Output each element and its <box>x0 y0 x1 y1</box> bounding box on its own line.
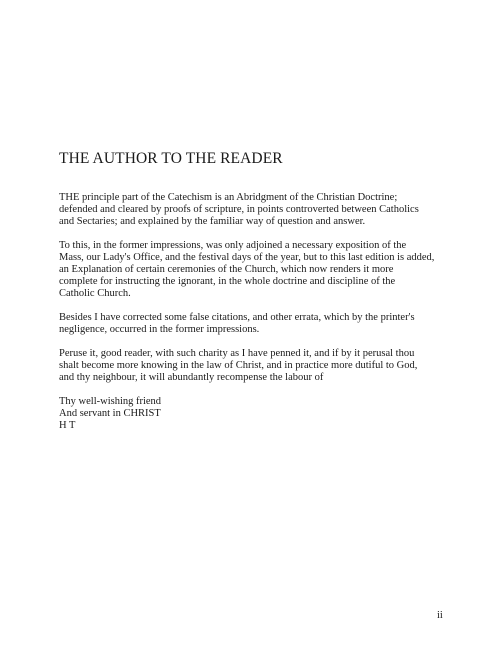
text-line: To this, in the former impressions, was only adjoined a necessary exposition of the <box>59 240 407 251</box>
signature-line: And servant in CHRIST <box>59 408 161 419</box>
text-line: and thy neighbour, it will abundantly recompense the labour of <box>59 372 324 383</box>
signature-block <box>59 396 449 432</box>
text-line: complete for instructing the ignorant, in the whole doctrine and discipline of the <box>59 276 396 287</box>
text-line: Besides I have corrected some false citations, and other errata, which by the printer's <box>59 312 415 323</box>
page-number: ii <box>437 610 443 621</box>
text-line: Mass, our Lady's Office, and the festival days of the year, but to this last edition is added, <box>59 252 435 263</box>
signature-line: Thy well-wishing friend <box>59 396 162 407</box>
text-line: an Explanation of certain ceremonies of the Church, which now renders it more <box>59 264 394 275</box>
text-line: defended and cleared by proofs of scripture, in points controverted between Catholics <box>59 204 419 215</box>
signature-initials: H T <box>59 420 76 431</box>
paragraph-4 <box>59 348 449 384</box>
text-line: THE principle part of the Catechism is an Abridgment of the Christian Doctrine; <box>59 192 398 203</box>
document-body <box>59 192 449 432</box>
text-line: and Sectaries; and explained by the familiar way of question and answer. <box>59 216 366 227</box>
text-line: Catholic Church. <box>59 288 131 299</box>
text-line: negligence, occurred in the former impressions. <box>59 324 260 335</box>
paragraph-3 <box>59 312 449 336</box>
text-line: shalt become more knowing in the law of Christ, and in practice more dutiful to God, <box>59 360 418 371</box>
page-title: THE AUTHOR TO THE READER <box>59 150 283 167</box>
paragraph-2 <box>59 240 449 300</box>
text-line: Peruse it, good reader, with such charity as I have penned it, and if by it perusal thou <box>59 348 415 359</box>
paragraph-1 <box>59 192 449 228</box>
